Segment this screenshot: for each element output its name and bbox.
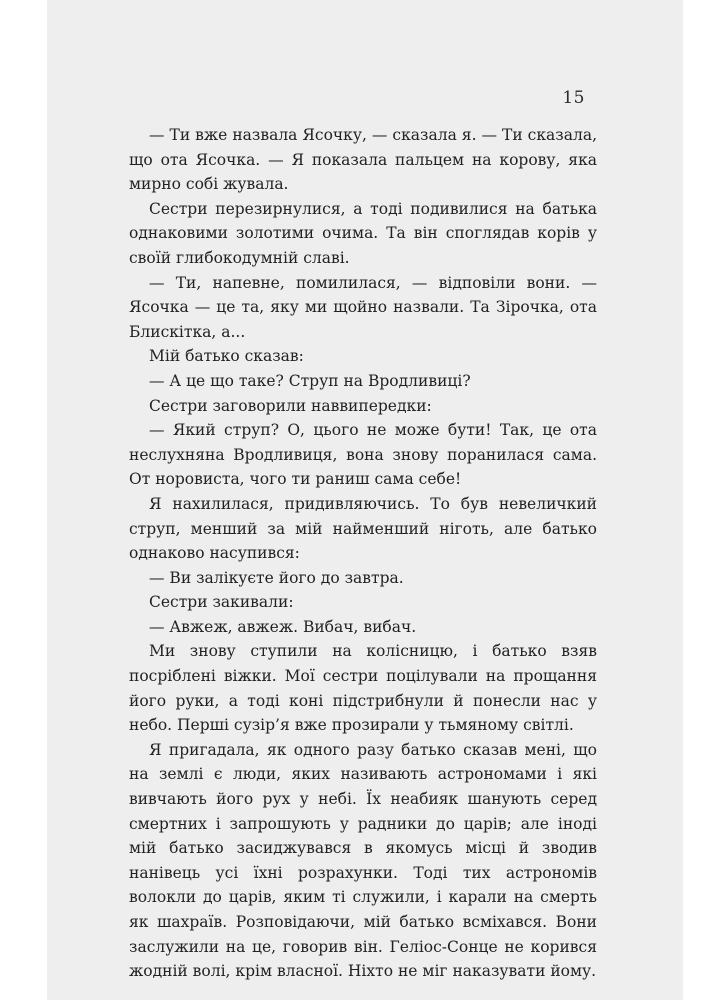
paragraph: Мій батько сказав: bbox=[149, 347, 304, 366]
paragraph: Сестри перезирнулися, а тоді подивилися на батька однаковими золотими очима. Та він споглядав корів у своїй глибокодумній славі. bbox=[129, 199, 597, 267]
body-text bbox=[129, 123, 597, 984]
page-number: 15 bbox=[562, 88, 585, 108]
paragraph: — Який струп? О, цього не може бути! Так, це ота неслухняна Вродливиця, вона знову поранилася сама. От норовиста, чого ти раниш сама себе! bbox=[129, 421, 597, 489]
paragraph: Ми знову ступили на колісницю, і батько взяв посріблені віжки. Мої сестри поцілували на прощання його руки, а тоді коні підстрибнули й понесли нас у небо. Перші сузір’я вже прозирали у тьмяному світлі. bbox=[129, 642, 597, 735]
paragraph: — Авжеж, авжеж. Вибач, вибач. bbox=[149, 617, 417, 636]
paragraph: Я пригадала, як одного разу батько сказав мені, що на землі є люди, яких називають астрономами і які вивчають його рух у небі. Їх неабияк шанують серед смертних і запрошують у радники до царів; але іноді мій батько засиджувався в якомусь місці й зводив нанівець усі їхні розрахунки. Тоді тих астрономів волокли до царів, яким ті служили, і карали на смерть як шахраїв. Розповідаючи, мій батько всміхався. Вони заслужили на це, говорив він. Геліос-Сонце не корився жодній волі, крім власної. Ніхто не міг наказувати йому. bbox=[129, 740, 597, 981]
paragraph: — Ти вже назвала Ясочку, — сказала я. — Ти сказала, що ота Ясочка. — Я показала пальцем на корову, яка мирно собі жувала. bbox=[129, 126, 597, 194]
paragraph: — А це що таке? Струп на Вродливиці? bbox=[149, 371, 471, 390]
paragraph: — Ви залікуєте його до завтра. bbox=[149, 568, 404, 587]
book-page bbox=[47, 0, 683, 1000]
paragraph: — Ти, напевне, помилилася, — відповіли вони. — Ясочка — це та, яку ми щойно назвали. Та Зірочка, ота Блискітка, а... bbox=[129, 273, 597, 341]
paragraph: Я нахилилася, придивляючись. То був невеличкий струп, менший за мій найменший ніготь, але батько однаково насупився: bbox=[129, 494, 597, 563]
paragraph: Сестри закивали: bbox=[149, 593, 294, 612]
paragraph: Сестри заговорили наввипередки: bbox=[149, 396, 432, 415]
